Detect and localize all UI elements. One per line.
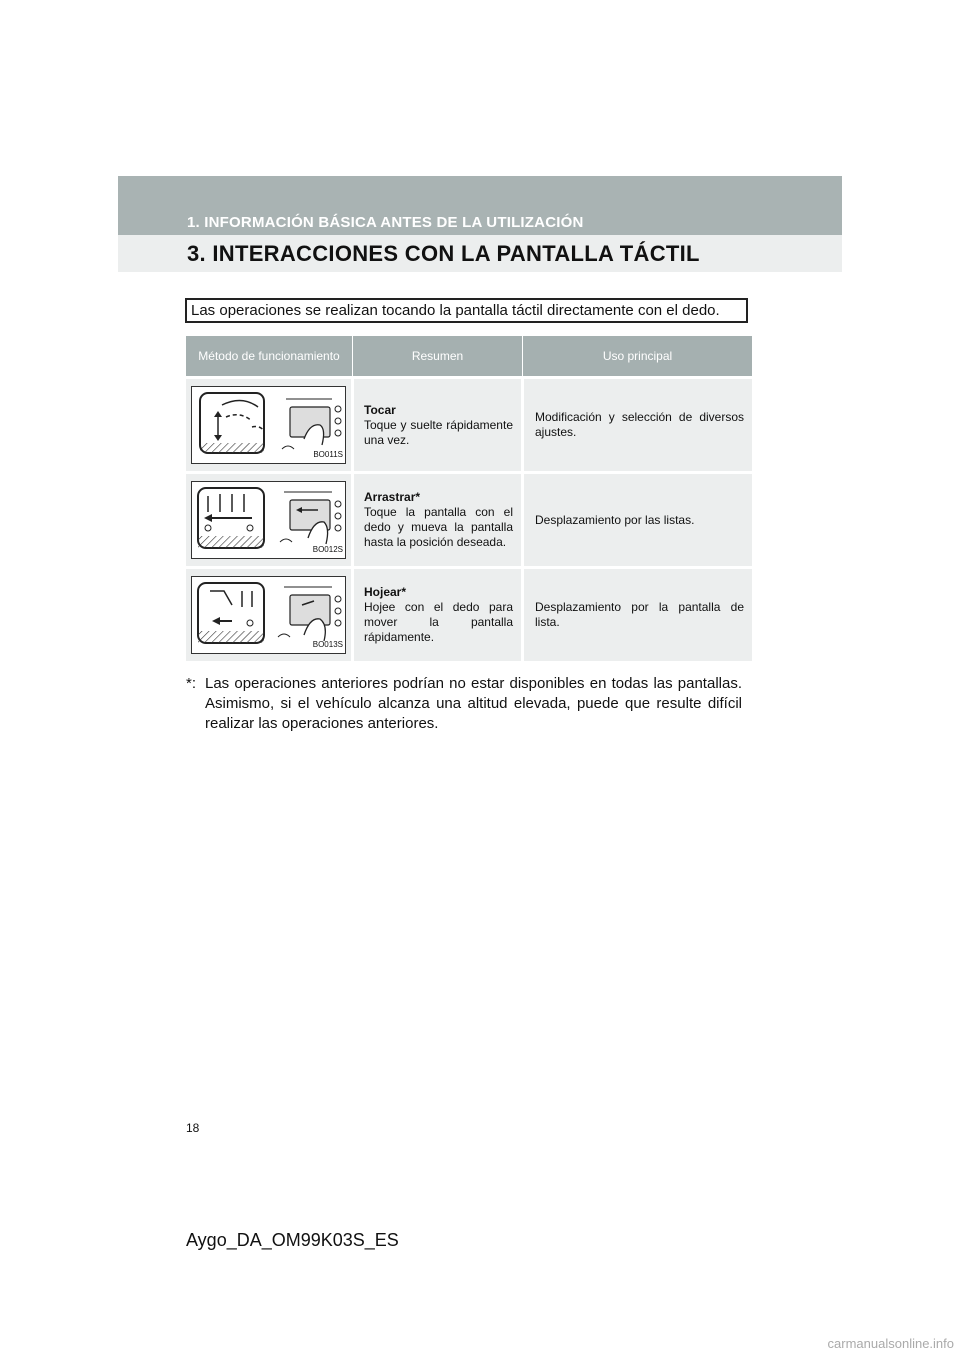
- image-code: BO013S: [312, 640, 343, 649]
- table-header-row: [186, 336, 752, 376]
- image-code: BO011S: [313, 450, 343, 459]
- illustration-cell: [186, 379, 353, 471]
- table-row: [186, 474, 752, 566]
- footnote-mark: *:: [186, 675, 197, 692]
- illustration-cell: [186, 569, 353, 661]
- summary-cell: [353, 569, 523, 661]
- table-row: [186, 379, 752, 471]
- image-code: BO012S: [312, 545, 343, 554]
- operation-use: Modificación y selección de diversos ajustes.: [535, 410, 744, 439]
- footnote-text: Las operaciones anteriores podrían no estar disponibles en todas las pantallas. Asimismo, si el vehículo alcanza una altitud elevada, puede que resulte difícil realizar las operaciones anteriores.: [205, 675, 742, 732]
- table-row: [186, 569, 752, 661]
- operation-name: Arrastrar*: [364, 490, 421, 504]
- footnote: [186, 674, 742, 734]
- header-summary: Resumen: [353, 336, 523, 376]
- operations-table: [186, 336, 752, 661]
- page-number: 18: [186, 1121, 200, 1135]
- header-use: Uso principal: [523, 336, 753, 376]
- use-cell: [523, 474, 753, 566]
- operation-use: Desplazamiento por la pantalla de lista.: [535, 600, 744, 629]
- document-code: Aygo_DA_OM99K03S_ES: [186, 1230, 399, 1250]
- operation-summary: Hojee con el dedo para mover la pantalla rápidamente.: [364, 600, 513, 644]
- section-title: 1. INFORMACIÓN BÁSICA ANTES DE LA UTILIZACIÓN: [187, 214, 584, 231]
- page-title: 3. INTERACCIONES CON LA PANTALLA TÁCTIL: [187, 241, 700, 266]
- operation-name: Tocar: [364, 402, 396, 417]
- tap-illustration: [191, 386, 346, 464]
- operation-summary: Toque la pantalla con el dedo y mueva la pantalla hasta la posición deseada.: [364, 505, 513, 549]
- drag-illustration: [191, 481, 346, 559]
- summary-cell: [353, 474, 523, 566]
- intro-box: Las operaciones se realizan tocando la pantalla táctil directamente con el dedo.: [185, 298, 748, 323]
- flick-illustration: [191, 576, 346, 654]
- header-band: [118, 176, 842, 272]
- header-method: Método de funcionamiento: [186, 336, 353, 376]
- operation-summary: Toque y suelte rápidamente una vez.: [364, 417, 513, 447]
- use-cell: [523, 569, 753, 661]
- watermark: carmanualsonline.info: [827, 1336, 954, 1351]
- operation-name: Hojear*: [364, 585, 407, 599]
- use-cell: [523, 379, 753, 471]
- operation-use: Desplazamiento por las listas.: [535, 512, 695, 527]
- summary-cell: [353, 379, 523, 471]
- illustration-cell: [186, 474, 353, 566]
